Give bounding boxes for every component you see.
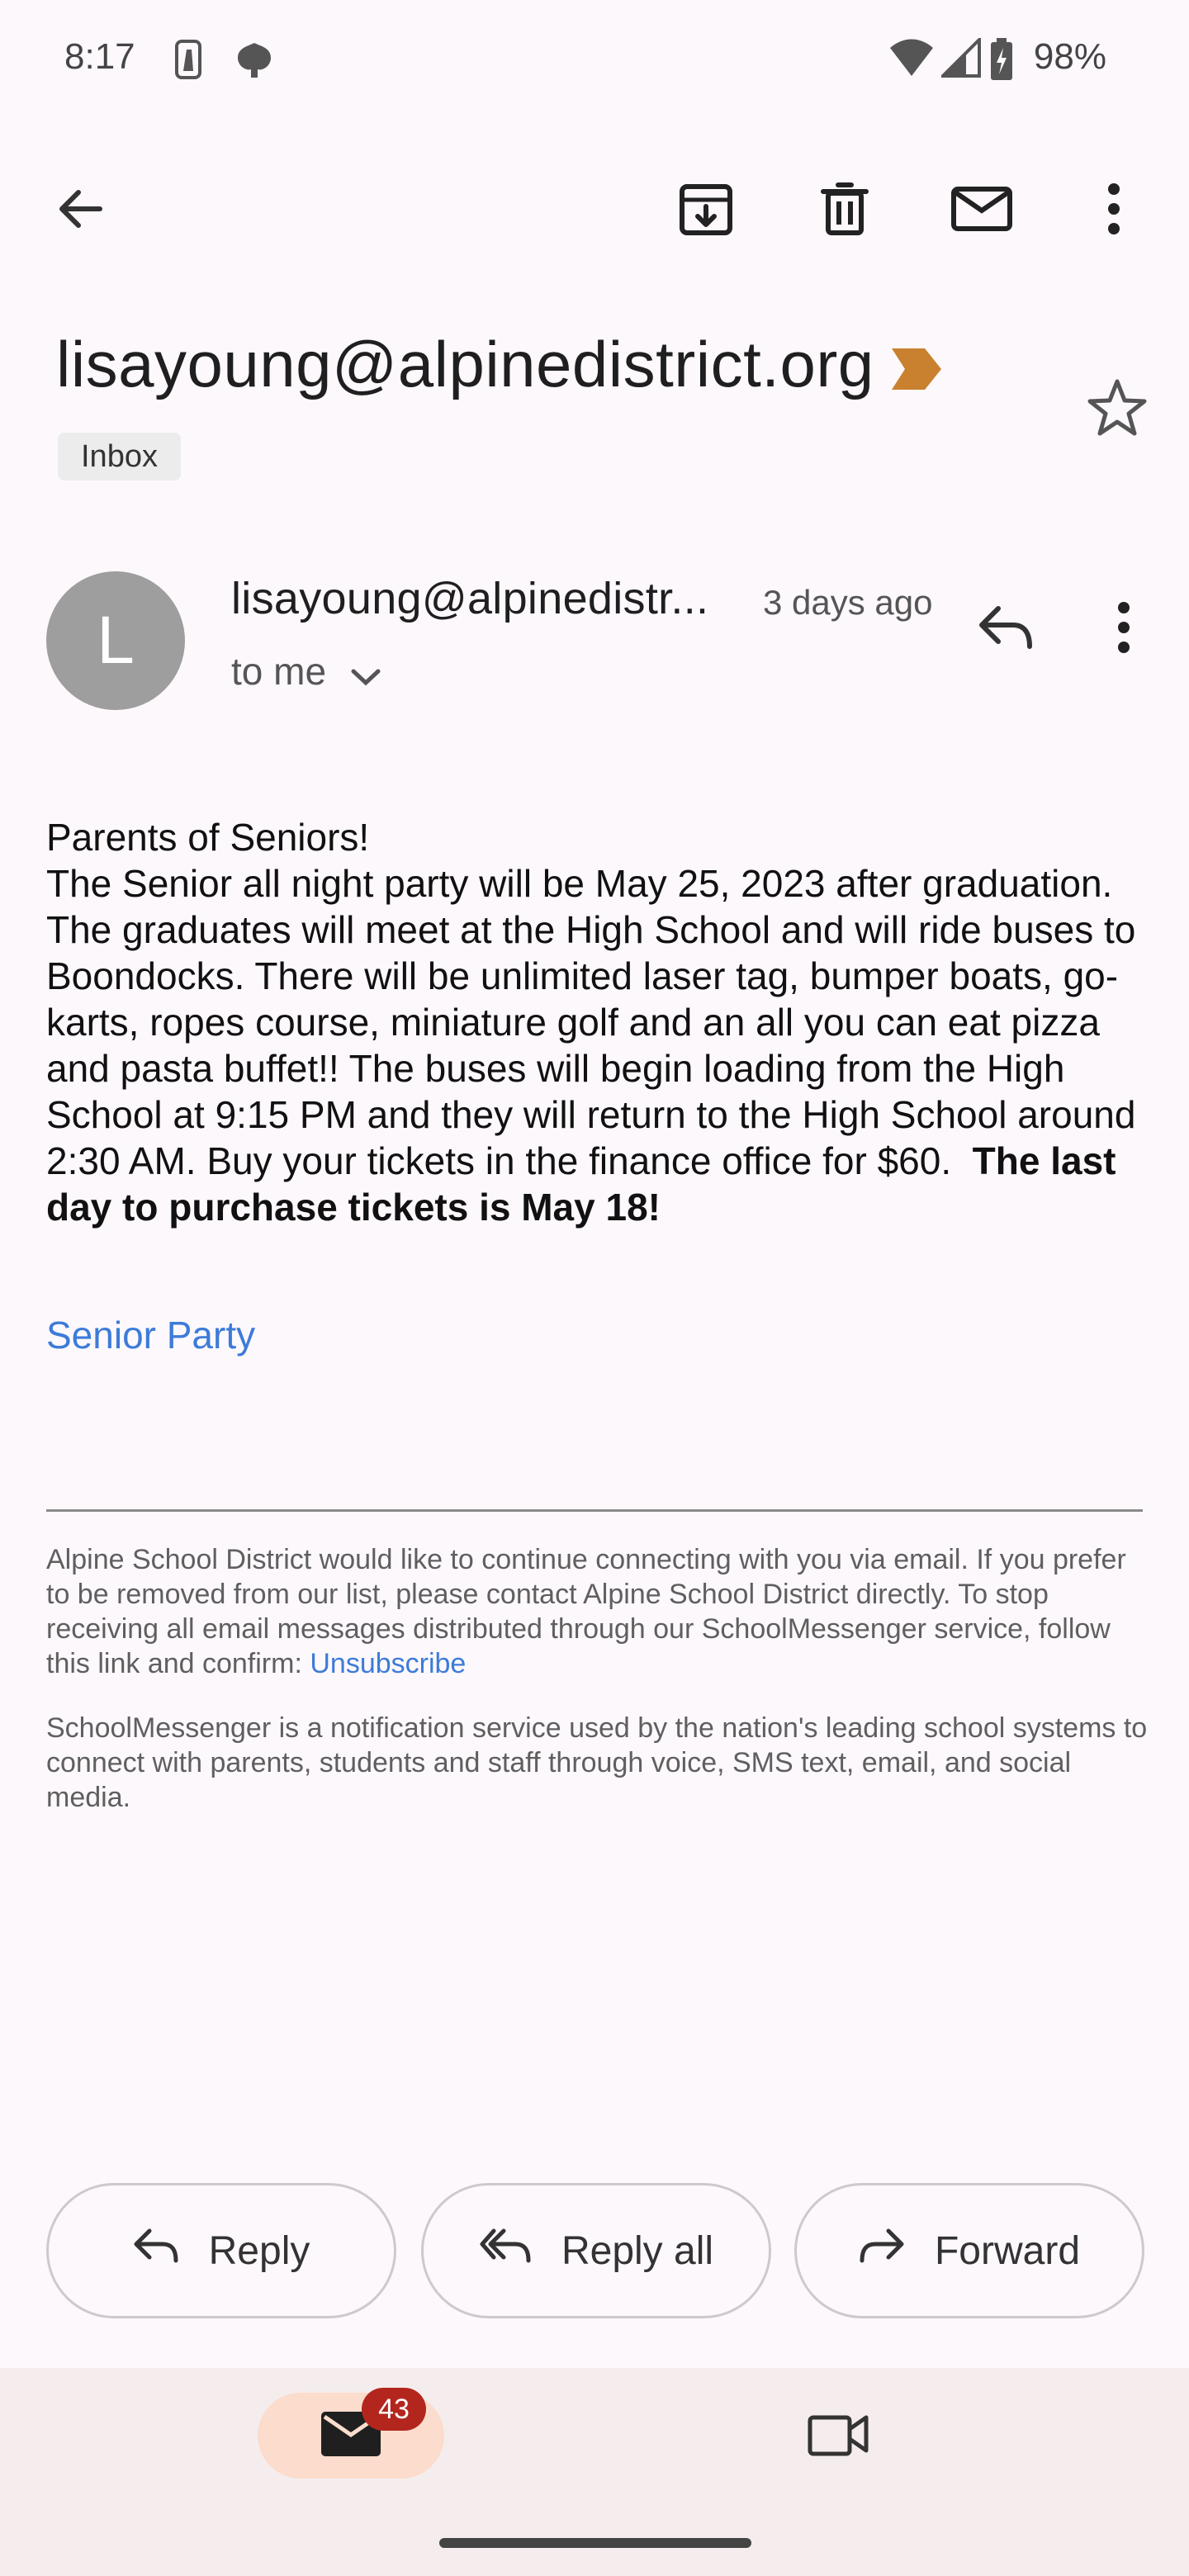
archive-button[interactable]	[661, 165, 751, 256]
label-chip-inbox[interactable]: Inbox	[58, 433, 181, 481]
unsubscribe-notice	[46, 1542, 1153, 1681]
recipient-text: to me	[231, 650, 327, 693]
forward-label: Forward	[934, 2228, 1081, 2273]
senior-party-link[interactable]: Senior Party	[46, 1314, 256, 1357]
reply-all-button[interactable]	[421, 2183, 771, 2318]
archive-icon	[677, 180, 735, 242]
star-button[interactable]	[1087, 378, 1148, 442]
unsubscribe-link[interactable]: Unsubscribe	[310, 1648, 467, 1679]
home-indicator[interactable]	[439, 2538, 751, 2548]
notification-leaf-icon	[233, 38, 276, 85]
nav-meet-tab[interactable]	[793, 2393, 883, 2479]
mark-unread-icon	[950, 184, 1013, 238]
reply-all-icon	[479, 2226, 532, 2275]
back-arrow-icon	[55, 184, 105, 238]
reply-icon	[977, 604, 1035, 656]
delete-button[interactable]	[799, 165, 890, 256]
message-more-button[interactable]	[1087, 591, 1161, 667]
email-body	[46, 814, 1156, 1230]
body-paragraph	[46, 860, 1156, 1230]
body-deadline: The last day to purchase tickets is May 18!	[46, 1139, 1116, 1229]
chevron-down-icon	[350, 652, 381, 697]
wifi-icon	[888, 38, 935, 82]
reply-button-inline[interactable]	[964, 591, 1047, 667]
cellular-icon	[941, 38, 981, 82]
divider	[46, 1509, 1143, 1512]
body-greeting: Parents of Seniors!	[46, 816, 370, 859]
status-time: 8:17	[64, 36, 135, 77]
forward-icon	[859, 2226, 905, 2275]
schoolmessenger-about: SchoolMessenger is a notification service used by the nation's leading school systems to connect with parents, students and staff through voice, SMS text, email, and social media.	[46, 1712, 1148, 1813]
more-options-button[interactable]	[1068, 165, 1159, 256]
video-icon	[807, 2409, 869, 2463]
unsubscribe-text: Alpine School District would like to continue connecting with you via email. If you prefer to be removed from our list, please contact Alpine School District directly. To stop receiving all email messages distributed through our SchoolMessenger service, follow this link and confirm:	[46, 1544, 1126, 1679]
body-text: The Senior all night party will be May 25, 2023 after graduation. The graduates will meet at the High School and will ride buses to Boondocks. There will be unlimited laser tag, bumper boats, go-karts, ropes course, miniature golf and an all you can eat pizza and pasta buffet!! The buses will begin loading from the High School at 9:15 PM and they will return to the High School around 2:30 AM. Buy your tickets in the finance office for $60.	[46, 862, 1136, 1182]
mark-unread-button[interactable]	[936, 165, 1027, 256]
star-icon	[1087, 427, 1148, 441]
important-marker-icon[interactable]	[890, 347, 943, 395]
reply-icon	[133, 2226, 179, 2275]
back-button[interactable]	[35, 165, 126, 256]
notification-app-icon	[172, 38, 205, 85]
sent-time: 3 days ago	[763, 583, 933, 622]
battery-percent: 98%	[1033, 36, 1106, 77]
reply-label: Reply	[208, 2228, 310, 2273]
reply-all-label: Reply all	[561, 2228, 714, 2273]
battery-charging-icon	[989, 38, 1014, 85]
delete-icon	[818, 180, 871, 242]
more-vert-icon	[1116, 601, 1132, 658]
sender-name: lisayoung@alpinedistr...	[231, 574, 709, 623]
avatar: L	[46, 571, 185, 710]
reply-button[interactable]	[46, 2183, 396, 2318]
forward-button[interactable]	[794, 2183, 1144, 2318]
more-vert-icon	[1106, 182, 1122, 239]
email-subject: lisayoung@alpinedistrict.org	[56, 328, 874, 400]
unread-count-badge: 43	[362, 2388, 426, 2431]
recipient-details-toggle[interactable]	[231, 649, 381, 697]
